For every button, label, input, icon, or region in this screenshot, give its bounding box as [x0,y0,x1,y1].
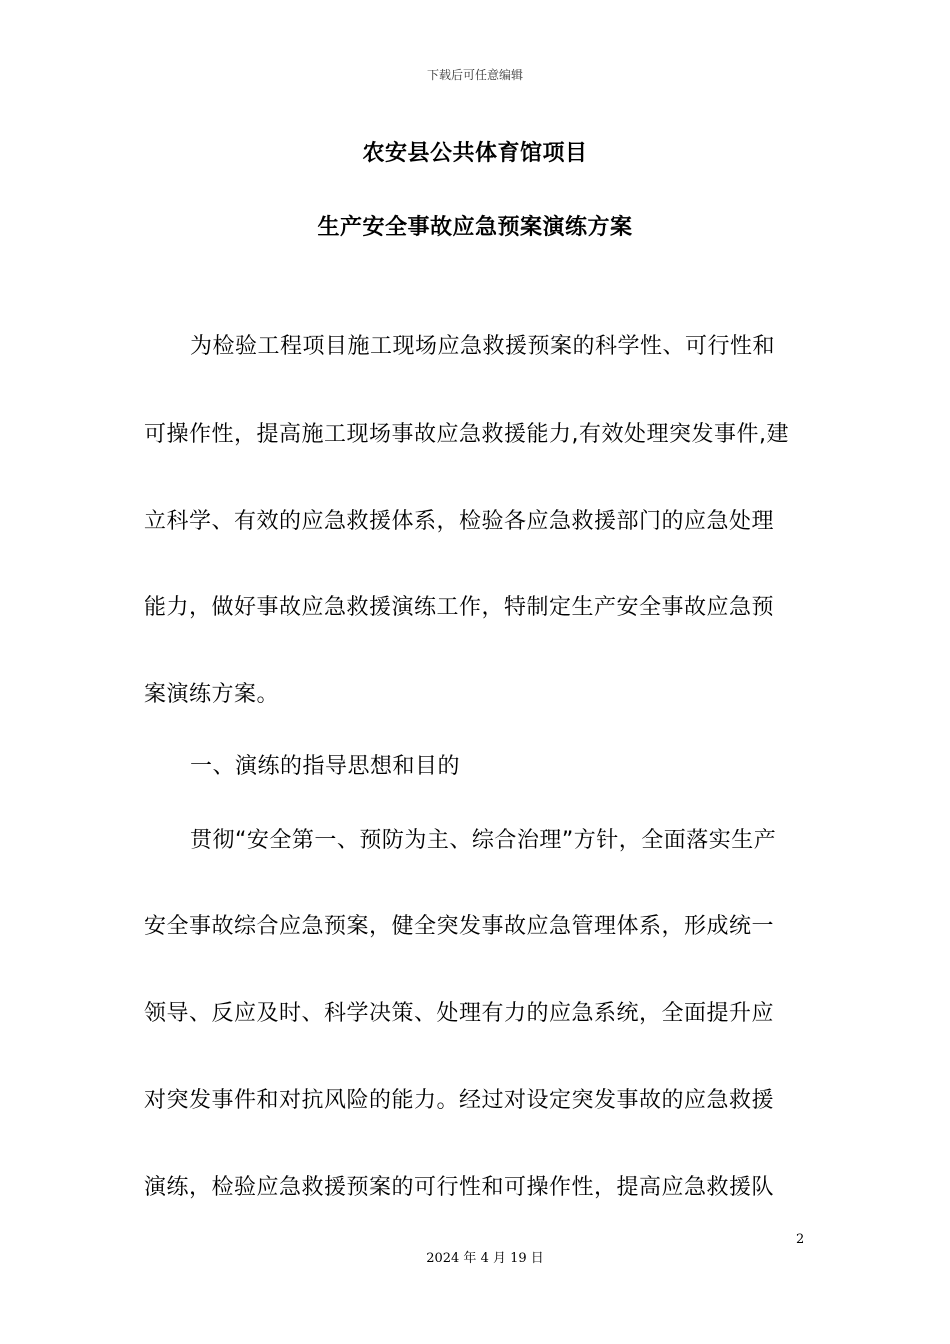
paragraph-line: 案演练方案。 [144,682,280,707]
paragraph-line: 贯彻“安全第一、预防为主、综合治理”方针，全面落实生产 [190,828,777,853]
paragraph-line: 安全事故综合应急预案，健全突发事故应急管理体系，形成统一 [144,914,775,939]
section-heading: 一、演练的指导思想和目的 [190,754,461,779]
document-title-line-2: 生产安全事故应急预案演练方案 [317,215,633,240]
paragraph-line: 为检验工程项目施工现场应急救援预案的科学性、可行性和 [190,334,776,359]
page-number: 2 [796,1232,805,1247]
header-note: 下载后可任意编辑 [426,68,523,82]
paragraph-line: 立科学、有效的应急救援体系，检验各应急救援部门的应急处理 [144,509,775,534]
footer-date: 2024 年 4 月 19 日 [426,1251,544,1266]
paragraph-line: 能力，做好事故应急救援演练工作，特制定生产安全事故应急预 [144,595,775,620]
paragraph-line: 演练，检验应急救援预案的可行性和可操作性，提高应急救援队 [144,1175,775,1200]
paragraph-line: 对突发事件和对抗风险的能力。经过对设定突发事故的应急救援 [144,1088,775,1113]
paragraph-line: 领导、反应及时、科学决策、处理有力的应急系统，全面提升应 [144,1001,775,1026]
paragraph-line: 可操作性，提高施工现场事故应急救援能力,有效处理突发事件,建 [144,422,789,447]
document-title-line-1: 农安县公共体育馆项目 [362,141,588,166]
